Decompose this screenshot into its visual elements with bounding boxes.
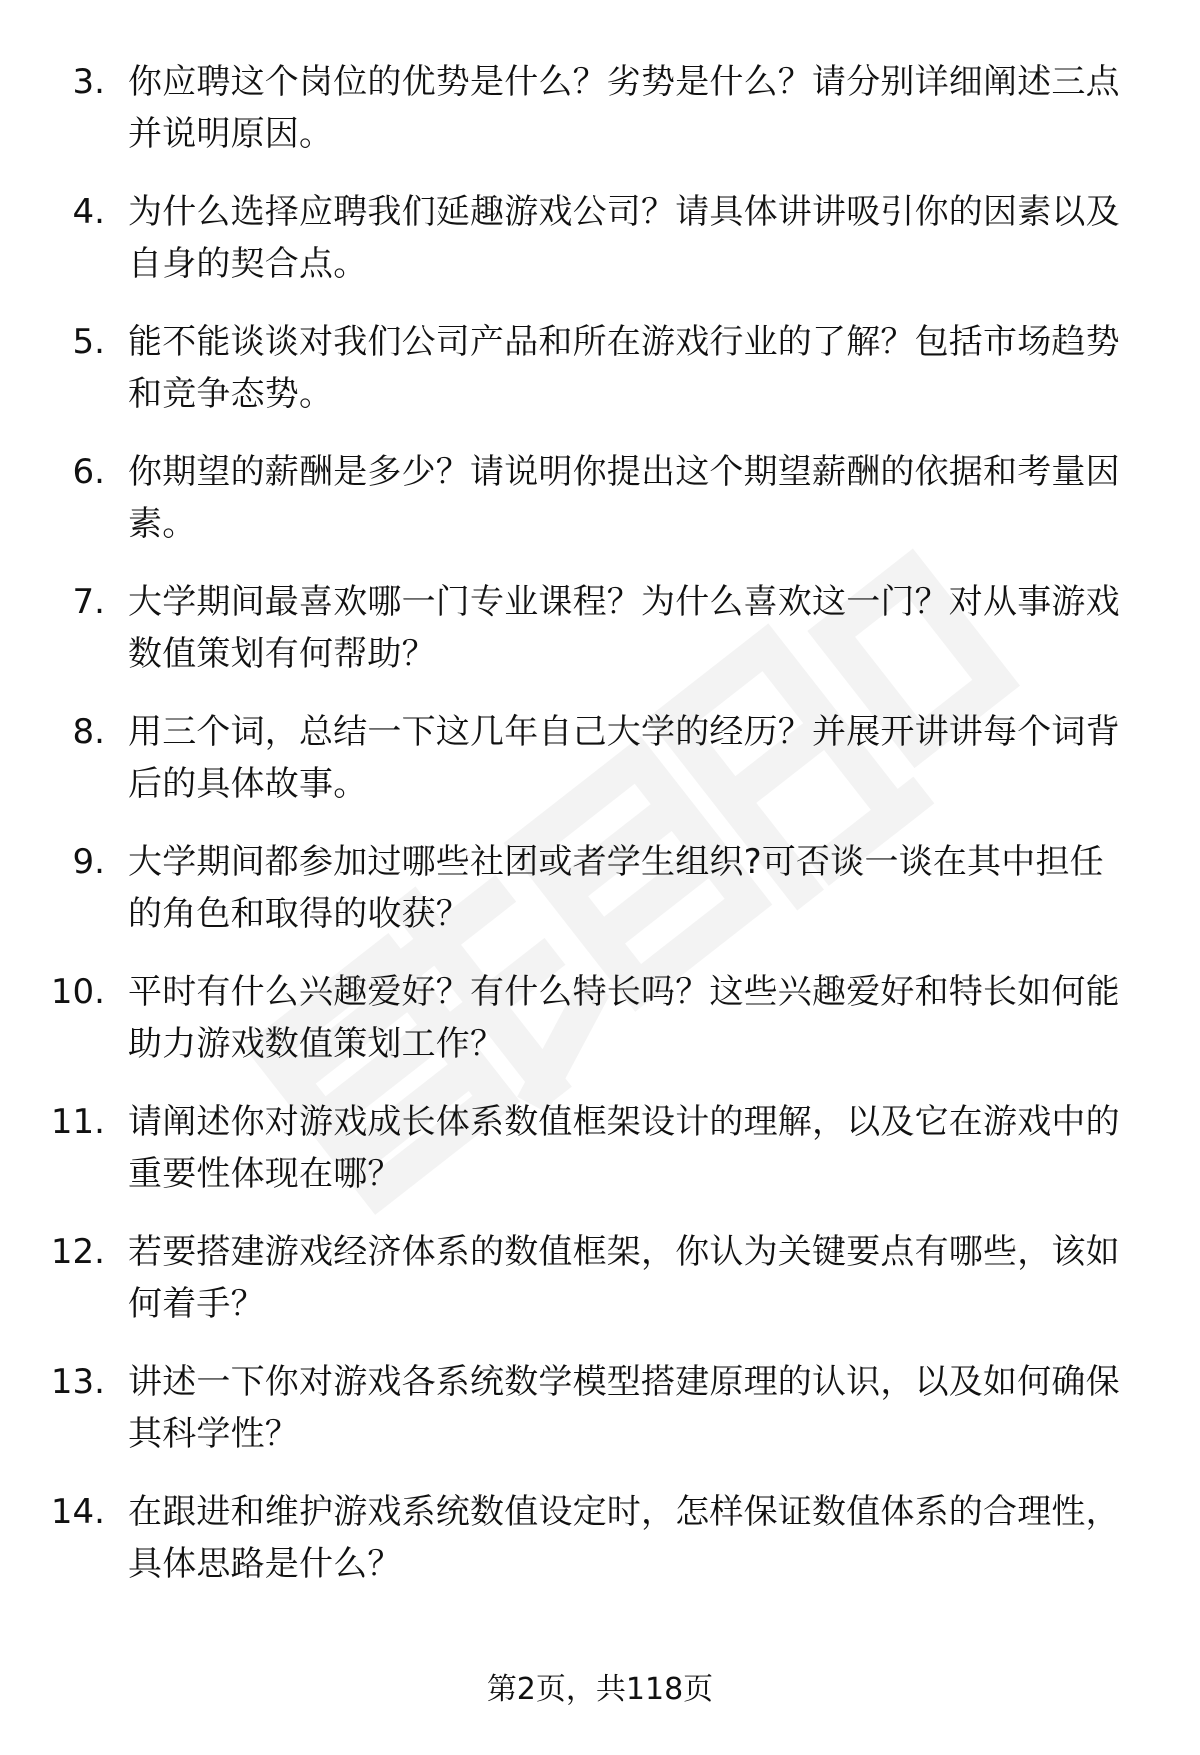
question-number: 11. [50,1102,105,1142]
question-number: 8. [72,712,105,752]
question-number: 12. [50,1232,105,1272]
question-item [0,446,1200,576]
interview-question-list [0,56,1200,1616]
question-item [0,706,1200,836]
question-number: 3. [72,62,105,102]
question-text: 大学期间最喜欢哪一门专业课程？为什么喜欢这一门？对从事游戏数值策划有何帮助？ [128,582,1120,674]
question-text: 用三个词，总结一下这几年自己大学的经历？并展开讲讲每个词背后的具体故事。 [128,712,1120,804]
question-text: 平时有什么兴趣爱好？有什么特长吗？这些兴趣爱好和特长如何能助力游戏数值策划工作？ [128,972,1120,1064]
question-item [0,836,1200,966]
question-text: 若要搭建游戏经济体系的数值框架，你认为关键要点有哪些，该如何着手？ [128,1232,1120,1324]
question-number: 7. [72,582,105,622]
question-number: 10. [50,972,105,1012]
question-item [0,1096,1200,1226]
question-number: 9. [72,842,105,882]
page-footer: 第2页，共118页 [486,1672,714,1707]
question-number: 4. [72,192,105,232]
question-number: 13. [50,1362,105,1402]
question-item [0,316,1200,446]
question-text: 讲述一下你对游戏各系统数学模型搭建原理的认识，以及如何确保其科学性？ [128,1362,1120,1454]
question-item [0,1486,1200,1616]
question-item [0,1356,1200,1486]
question-text: 在跟进和维护游戏系统数值设定时，怎样保证数值体系的合理性，具体思路是什么？ [128,1492,1120,1584]
question-number: 6. [72,452,105,492]
question-text: 能不能谈谈对我们公司产品和所在游戏行业的了解？包括市场趋势和竞争态势。 [128,322,1120,414]
question-item [0,56,1200,186]
question-text: 你应聘这个岗位的优势是什么？劣势是什么？请分别详细阐述三点并说明原因。 [128,62,1120,154]
question-text: 大学期间都参加过哪些社团或者学生组织?可否谈一谈在其中担任的角色和取得的收获？ [128,842,1104,934]
question-item [0,576,1200,706]
question-text: 为什么选择应聘我们延趣游戏公司？请具体讲讲吸引你的因素以及自身的契合点。 [128,192,1120,284]
question-item [0,966,1200,1096]
question-text: 请阐述你对游戏成长体系数值框架设计的理解，以及它在游戏中的重要性体现在哪？ [128,1102,1120,1194]
question-item [0,1226,1200,1356]
question-number: 5. [72,322,105,362]
question-number: 14. [50,1492,105,1532]
question-text: 你期望的薪酬是多少？请说明你提出这个期望薪酬的依据和考量因素。 [128,452,1120,544]
question-item [0,186,1200,316]
